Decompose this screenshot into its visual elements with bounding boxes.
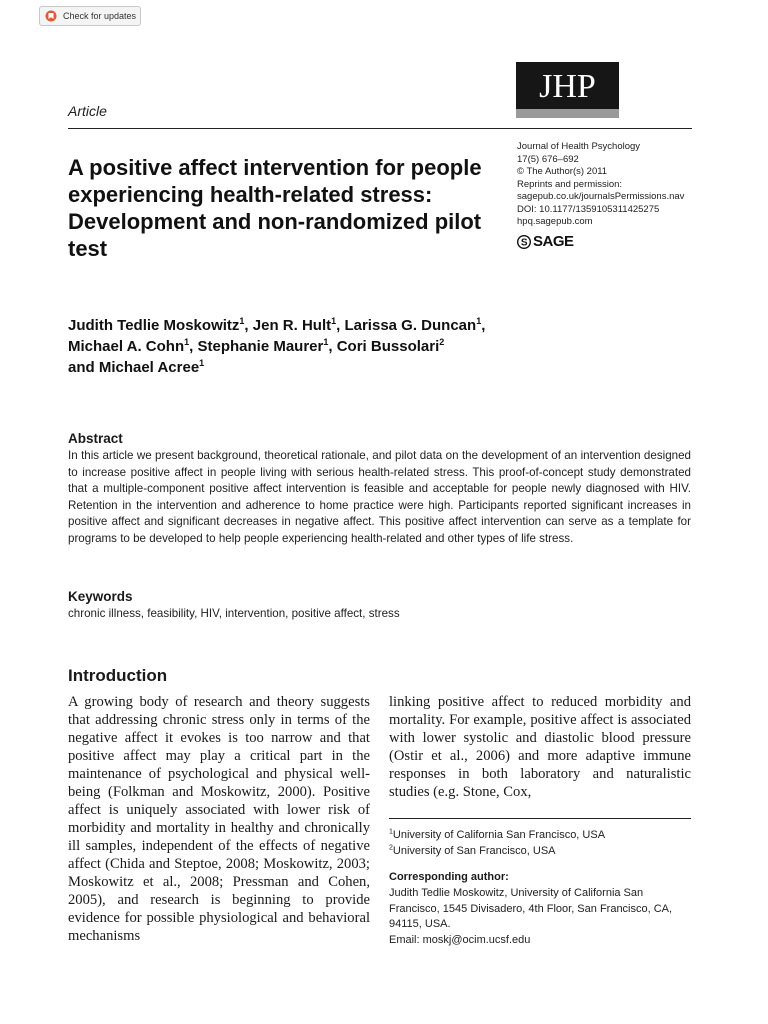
journal-reprints: Reprints and permission: [517,178,623,190]
check-updates-label: Check for updates [63,11,137,21]
footnote-divider [389,818,691,819]
author-affiliation-marker: 1 [239,316,245,326]
corresponding-author-details [389,886,694,948]
publisher-name: SAGE [533,233,574,250]
author-name: Larissa G. Duncan [344,317,477,334]
author-name: Stephanie Maurer [197,338,324,355]
affiliation-item: $^1$University of California San Francisco, USA [389,828,606,841]
check-updates-icon [45,10,57,22]
author-affiliation-marker: 2 [439,337,445,347]
journal-logo-bar [516,109,619,118]
author-list: Judith Tedlie Moskowitz$^1$, Jen R. Hult$^1$, Larissa G. Duncan$^1$, Michael A. Cohn$^1$, Stephanie Maurer$^1$, Cori Bussolari$^2$ and Michael Acree$^1$ [68,316,486,376]
journal-name: Journal of Health Psychology [517,141,641,152]
affiliations [389,827,605,859]
journal-volume: 17(5) 676–692 [517,153,579,165]
article-type-label: Article [68,103,107,119]
introduction-left-column: A growing body of research and theory suggests that addressing chronic stress only in terms of the negative affect it evokes is too narrow and that positive affect may play a critical part in the maintenance of psychological and physical well-being (Folkman and Moskowitz, 2000). Positive affect is uniquely associated with lower risk of morbidity and mortality in healthy and chronically ill samples, independent of the effects of negative affect (Chida and Steptoe, 2008; Moskowitz, 2003; Moskowitz et al., 2008; Pressman and Cohen, 2005), and research is beginning to provide evidence for possible physiological and behavioral mechanisms [68,694,370,944]
journal-permissions-link[interactable]: sagepub.co.uk/journalsPermissions.nav [517,191,685,202]
corresponding-author-heading: Corresponding author: [389,871,509,883]
author-name: Judith Tedlie Moskowitz [68,317,240,334]
paper-title: A positive affect intervention for people experiencing health-related stress: Development and non-randomized pilot test [68,155,482,261]
author-affiliation-marker: 1 [331,316,337,326]
publisher-logo [517,233,574,250]
author-name: Michael A. Cohn [68,338,185,355]
journal-doi[interactable]: DOI: 10.1177/1359105311425275 [517,203,660,215]
svg-text:S: S [520,237,528,248]
author-affiliation-marker: 1 [323,337,329,347]
introduction-right-column: linking positive affect to reduced morbidity and mortality. For example, positive affect is associated with lower systolic and diastolic blood pressure (Ostir et al., 2006) and more adaptive immune responses in both laboratory and naturalistic studies (e.g. Stone, Cox, [389,694,691,800]
abstract-heading: Abstract [68,431,123,446]
sage-s-icon [517,235,531,249]
journal-logo [516,62,619,118]
keywords-heading: Keywords [68,589,133,604]
author-affiliation-marker: 1 [476,316,482,326]
author-name: Cori Bussolari [336,338,440,355]
corresponding-author-address: Judith Tedlie Moskowitz, University of California San Francisco, 1545 Divisadero, 4th Floor, San Francisco, CA, 94115, USA. [389,887,673,930]
author-affiliation-marker: 1 [184,337,190,347]
journal-logo-text: JHP [539,68,596,105]
introduction-heading: Introduction [68,666,168,685]
journal-copyright: © The Author(s) 2011 [517,166,608,177]
author-name: Jen R. Hult [252,317,332,334]
author-name: and Michael Acree [68,359,200,376]
journal-website-link[interactable]: hpq.sagepub.com [517,216,593,227]
corresponding-author-email[interactable]: Email: moskj@ocim.ucsf.edu [389,933,531,946]
affiliation-item: $^2$University of San Francisco, USA [389,844,556,857]
check-for-updates-button[interactable] [39,6,141,26]
journal-info [517,141,717,229]
header-divider [68,128,692,129]
author-affiliation-marker: 1 [199,358,205,368]
keywords-text: chronic illness, feasibility, HIV, intervention, positive affect, stress [68,607,400,620]
abstract-text: In this article we present background, theoretical rationale, and pilot data on the development of an intervention designed to increase positive affect in people living with serious health-related stress. This proof-of-concept study demonstrated that a multiple-component positive affect intervention is feasible and acceptable for people newly diagnosed with HIV. Retention in the intervention and adherence to home practice were high. Participants reported significant increases in positive affect and significant decreases in negative affect. This positive affect intervention can serve as a template for programs to be developed to help people experiencing health-related and other types of life stress. [68,449,691,545]
